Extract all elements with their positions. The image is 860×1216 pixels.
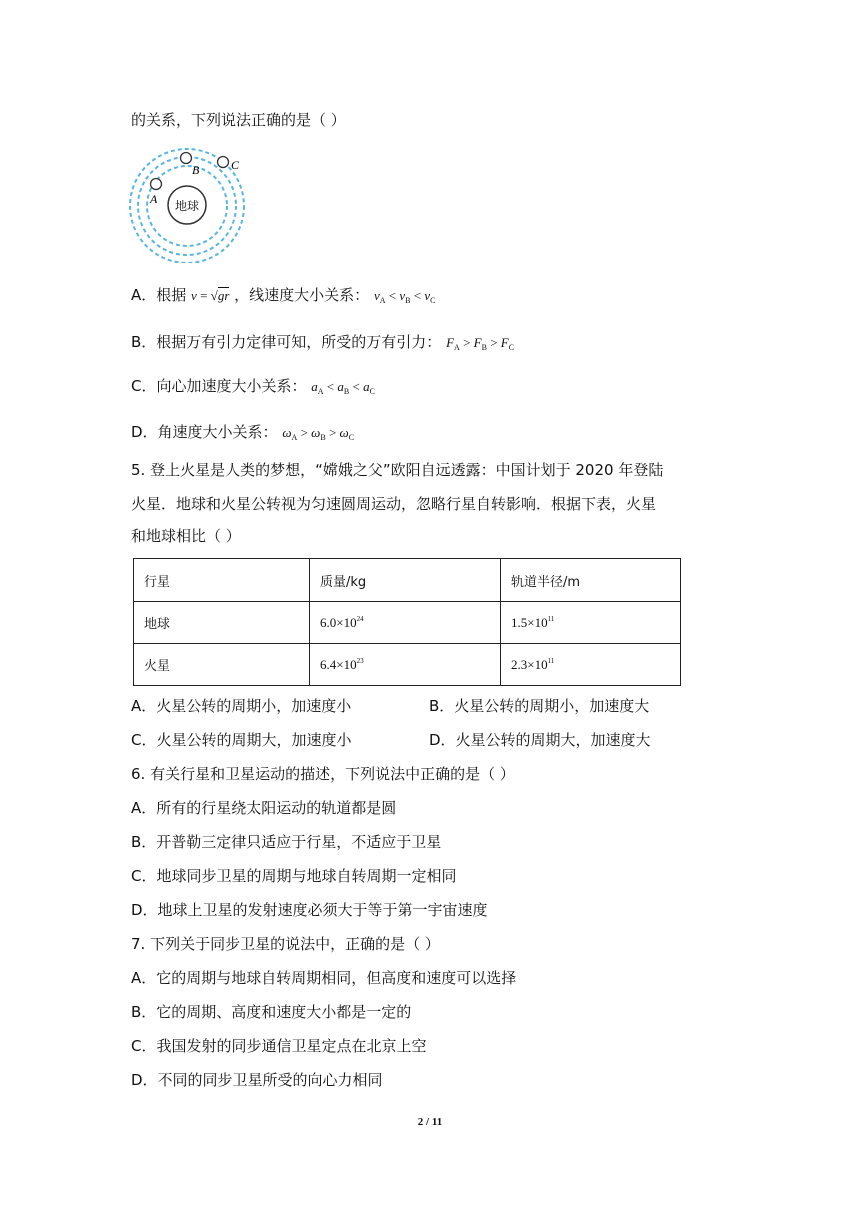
relation-a: $a_A < a_B < a_C$ <box>311 379 375 396</box>
question-stem-continuation: 的关系，下列说法正确的是（ ） <box>131 111 346 129</box>
option-d-text: D．角速度大小关系： <box>131 423 278 441</box>
satellite-b <box>181 153 192 164</box>
option-d <box>131 422 354 448</box>
q5-option-a: A．火星公转的周期小，加速度小 <box>131 697 352 715</box>
q5-option-b: B．火星公转的周期小，加速度大 <box>429 697 650 715</box>
option-a-suffix: ，线速度大小关系： <box>234 286 370 304</box>
orbit-figure <box>129 147 249 263</box>
earth-label: 地球 <box>174 199 200 213</box>
satellite-a-label: A <box>150 192 158 206</box>
satellite-c <box>218 157 229 168</box>
option-c <box>131 376 375 402</box>
q7-option-c: C．我国发射的同步通信卫星定点在北京上空 <box>131 1037 427 1055</box>
table-header: 行星 <box>134 559 310 602</box>
formula <box>191 287 229 303</box>
table-row <box>134 644 681 686</box>
satellite-a <box>151 179 162 190</box>
relation-omega: $\omega_A > \omega_B > \omega_C$ <box>282 425 355 442</box>
q7-option-a: A．它的周期与地球自转周期相同，但高度和速度可以选择 <box>131 969 517 987</box>
table-cell: $1.5\times 10^{11}$ <box>501 602 681 644</box>
q7-option-b: B．它的周期、高度和速度大小都是一定的 <box>131 1003 412 1021</box>
table-cell: 火星 <box>134 644 310 686</box>
q6-option-a: A．所有的行星绕太阳运动的轨道都是圆 <box>131 799 397 817</box>
relation-f: $F_A > F_B > F_C$ <box>446 335 515 352</box>
relation-v: $v_A < v_B < v_C$ <box>373 288 436 305</box>
sqrt-symbol: √ <box>210 288 218 303</box>
satellite-c-label: C <box>231 158 240 172</box>
q7-option-d: D．不同的同步卫星所受的向心力相同 <box>131 1071 383 1089</box>
formula-v: v <box>191 288 197 303</box>
q7-stem: 7. 下列关于同步卫星的说法中，正确的是（ ） <box>131 935 440 953</box>
satellite-b-label: B <box>192 163 200 177</box>
option-b <box>131 332 514 358</box>
table-cell: 地球 <box>134 602 310 644</box>
option-b-text: B．根据万有引力定律可知，所受的万有引力： <box>131 333 442 351</box>
table-header: 轨道半径/m <box>501 559 681 602</box>
table-cell: $6.0\times 10^{24}$ <box>310 602 501 644</box>
formula-gr: gr <box>217 288 230 303</box>
q6-stem: 6. 有关行星和卫星运动的描述，下列说法中正确的是（ ） <box>131 765 515 783</box>
table-header-row <box>134 559 681 602</box>
q5-stem-line-3: 和地球相比（ ） <box>131 527 241 545</box>
formula-eq: = <box>196 288 211 303</box>
q6-option-d: D．地球上卫星的发射速度必须大于等于第一宇宙速度 <box>131 901 488 919</box>
planet-table <box>133 558 681 686</box>
q5-stem-line-1: 5. 登上火星是人类的梦想，“嫦娥之父”欧阳自远透露：中国计划于 2020 年登陆 <box>131 461 664 479</box>
table-row <box>134 602 681 644</box>
table-cell: $2.3\times 10^{11}$ <box>501 644 681 686</box>
q6-option-b: B．开普勒三定律只适应于行星，不适应于卫星 <box>131 833 442 851</box>
q5-option-d: D．火星公转的周期大，加速度大 <box>429 731 651 749</box>
page-number: 2 / 11 <box>417 1116 443 1128</box>
q5-stem-line-2: 火星．地球和火星公转视为匀速圆周运动，忽略行星自转影响．根据下表，火星 <box>131 495 657 513</box>
q6-option-c: C．地球同步卫星的周期与地球自转周期一定相同 <box>131 867 457 885</box>
table-header: 质量/kg <box>310 559 501 602</box>
option-a-prefix: A．根据 <box>131 286 187 304</box>
option-c-text: C．向心加速度大小关系： <box>131 377 307 395</box>
option-a <box>131 285 435 311</box>
table-cell: $6.4\times 10^{23}$ <box>310 644 501 686</box>
q5-option-c: C．火星公转的周期大，加速度小 <box>131 731 352 749</box>
